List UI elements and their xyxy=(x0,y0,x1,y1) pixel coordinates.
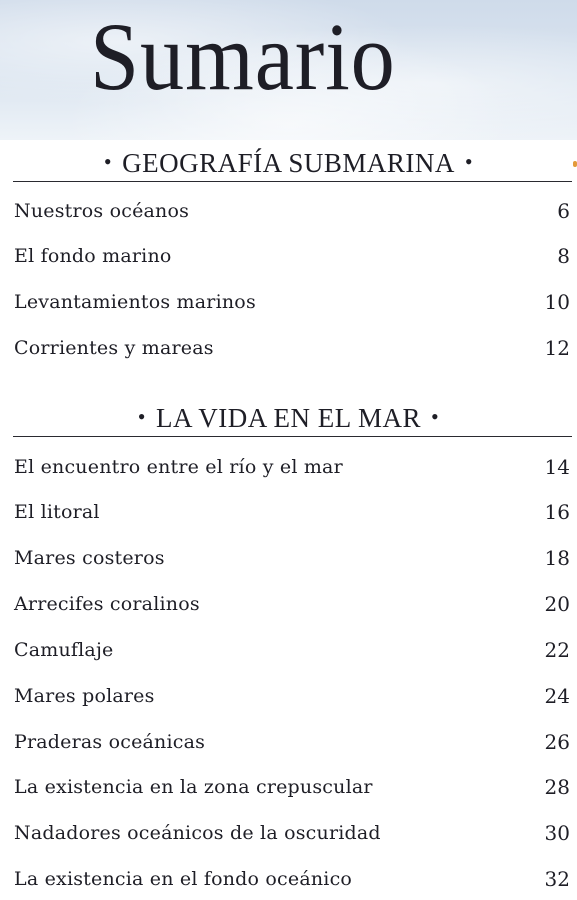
toc-entry[interactable] xyxy=(14,589,570,619)
toc-entry[interactable] xyxy=(14,241,570,271)
section-title: LA VIDA EN EL MAR xyxy=(156,403,421,433)
toc-entry-page: 14 xyxy=(544,455,570,479)
toc-entry[interactable] xyxy=(14,864,570,894)
toc-entry-page: 26 xyxy=(544,730,570,754)
toc-entry[interactable] xyxy=(14,681,570,711)
toc-entry-label: Camuflaje xyxy=(14,639,114,661)
toc-entry[interactable] xyxy=(14,635,570,665)
section-heading-geografia xyxy=(0,146,577,179)
section-divider xyxy=(13,181,572,182)
toc-entry-label: Nuestros océanos xyxy=(14,200,190,222)
toc-entry-page: 6 xyxy=(557,199,570,223)
toc-entry[interactable] xyxy=(14,772,570,802)
title-banner xyxy=(0,0,577,140)
toc-entry-page: 8 xyxy=(557,244,570,268)
bullet-icon: • xyxy=(137,404,146,429)
bullet-icon: • xyxy=(431,404,440,429)
toc-entry[interactable] xyxy=(14,727,570,757)
toc-entry-label: La existencia en la zona crepuscular xyxy=(14,776,373,798)
toc-entry[interactable] xyxy=(14,543,570,573)
toc-entry-page: 24 xyxy=(544,684,570,708)
toc-entry-page: 10 xyxy=(544,290,570,314)
toc-entry-page: 12 xyxy=(544,336,570,360)
toc-entry-label: El fondo marino xyxy=(14,245,172,267)
toc-entry-label: Mares polares xyxy=(14,685,155,707)
toc-entry-label: El litoral xyxy=(14,501,100,523)
toc-entry[interactable] xyxy=(14,196,570,226)
toc-entry-label: La existencia en el fondo oceánico xyxy=(14,868,353,890)
section-title: GEOGRAFÍA SUBMARINA xyxy=(122,148,455,178)
toc-entry-page: 16 xyxy=(544,500,570,524)
toc-entry[interactable] xyxy=(14,497,570,527)
toc-entry-label: Praderas oceánicas xyxy=(14,731,206,753)
toc-entry-page: 22 xyxy=(544,638,570,662)
toc-entry-label: Corrientes y mareas xyxy=(14,337,214,359)
toc-entry-page: 18 xyxy=(544,546,570,570)
section-heading-vida xyxy=(0,401,577,434)
toc-entry-page: 20 xyxy=(544,592,570,616)
toc-entry[interactable] xyxy=(14,452,570,482)
toc-entry-label: Mares costeros xyxy=(14,547,165,569)
toc-entry-label: Nadadores oceánicos de la oscuridad xyxy=(14,822,381,844)
toc-entry-page: 28 xyxy=(544,775,570,799)
toc-entry[interactable] xyxy=(14,287,570,317)
toc-entry[interactable] xyxy=(14,333,570,363)
section-divider xyxy=(13,436,572,437)
toc-entry-page: 32 xyxy=(544,867,570,891)
toc-entry-label: Arrecifes coralinos xyxy=(14,593,200,615)
toc-entry-page: 30 xyxy=(544,821,570,845)
page-title: Sumario xyxy=(90,3,396,110)
bullet-icon: • xyxy=(103,149,113,174)
toc-entry-label: Levantamientos marinos xyxy=(14,291,256,313)
bullet-icon: • xyxy=(464,149,474,174)
toc-entry-label: El encuentro entre el río y el mar xyxy=(14,456,343,478)
toc-entry[interactable] xyxy=(14,818,570,848)
